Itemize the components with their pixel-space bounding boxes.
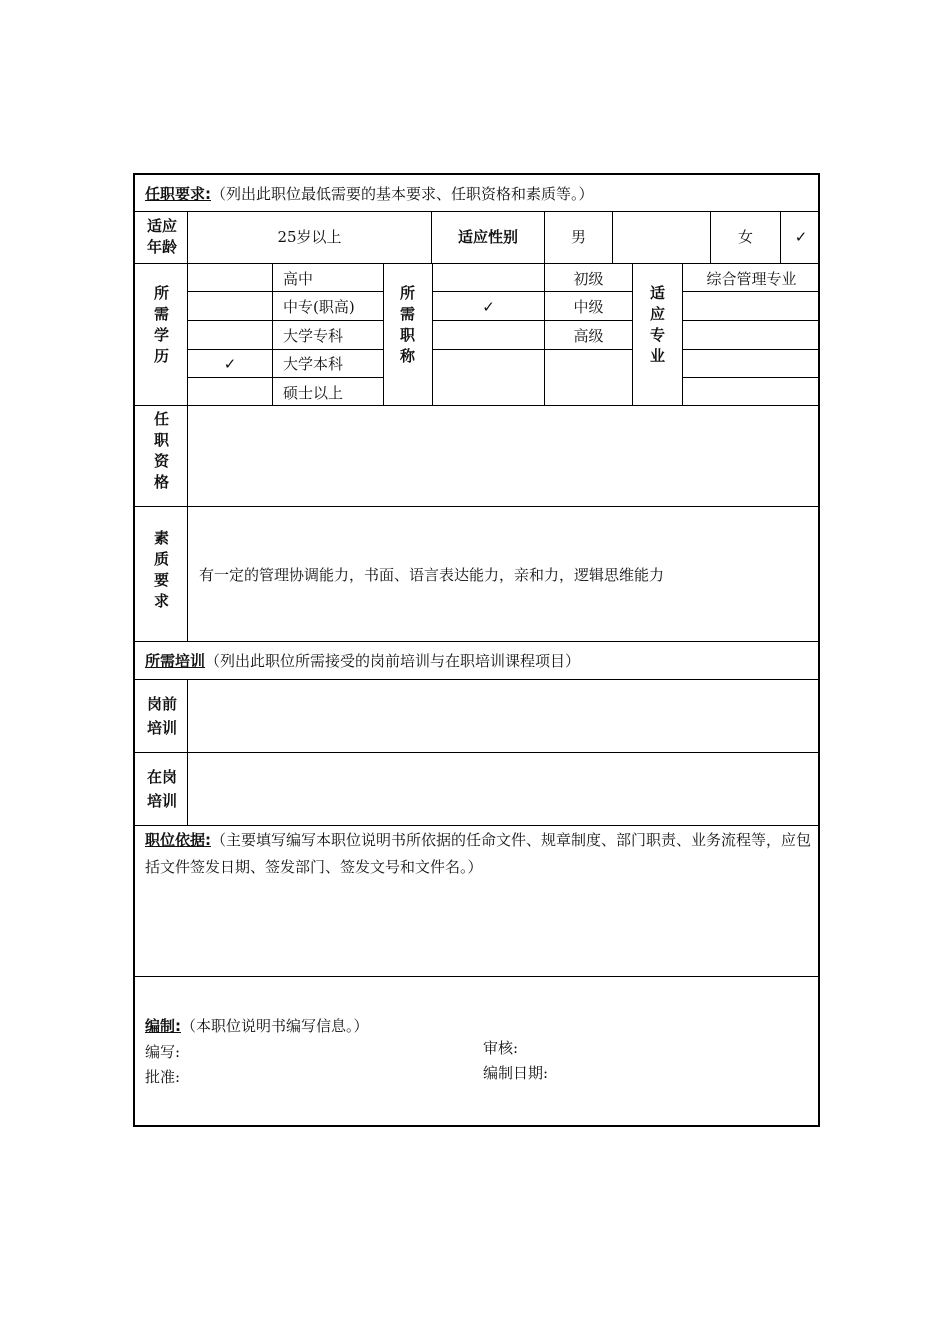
training-header [145, 652, 580, 670]
title-level-3: 高级 [573, 327, 604, 345]
gender-male: 男 [571, 228, 587, 246]
training-title: 所需培训 [145, 652, 206, 670]
title-level-2: 中级 [573, 298, 604, 316]
education-mark-4: ✓ [223, 355, 237, 373]
age-value: 25岁以上 [277, 228, 342, 246]
gender-label: 适应性别 [457, 228, 518, 246]
age-label: 适应年龄 [146, 217, 177, 256]
female-check-mark: ✓ [794, 228, 808, 246]
title-mark-2: ✓ [482, 298, 495, 316]
compile-date-field: 编制日期: [483, 1064, 549, 1082]
gender-female: 女 [737, 228, 753, 246]
approver-field: 批准: [145, 1068, 181, 1086]
compile-title: 编制: [145, 1017, 181, 1035]
compile-header [145, 1017, 369, 1035]
quality-label: 素质要求 [152, 530, 170, 614]
major-value-1: 综合管理专业 [706, 270, 797, 288]
requirements-note: （列出此职位最低需要的基本要求、任职资格和素质等。） [211, 185, 594, 203]
on-job-training-label: 在岗培训 [146, 768, 177, 810]
education-level-4: 大学本科 [283, 355, 344, 373]
quality-value: 有一定的管理协调能力，书面、语言表达能力，亲和力，逻辑思维能力 [199, 566, 665, 584]
education-level-3: 大学专科 [283, 327, 344, 345]
basis-note: （主要填写编写本职位说明书所依据的任命文件、规章制度、部门职责、业务流程等，应包括文件签发日期、签发部门、签发文号和文件名。） [145, 831, 812, 876]
writer-field: 编写: [145, 1043, 181, 1061]
pre-training-label: 岗前培训 [146, 695, 177, 737]
basis-section [145, 827, 813, 881]
basis-title: 职位依据: [145, 831, 211, 849]
education-label: 所需学历 [152, 285, 170, 369]
compile-note: （本职位说明书编写信息。） [181, 1017, 369, 1035]
major-label: 适应专业 [648, 285, 666, 369]
requirements-header [145, 185, 594, 203]
education-level-5: 硕士以上 [283, 384, 344, 402]
requirements-title: 任职要求: [145, 185, 211, 203]
education-level-1: 高中 [283, 270, 314, 288]
job-requirements-form [133, 173, 820, 1127]
title-label: 所需职称 [398, 285, 416, 369]
reviewer-field: 审核: [483, 1039, 519, 1057]
education-level-2: 中专(职高) [283, 298, 355, 316]
qualification-label: 任职资格 [152, 411, 170, 495]
title-level-1: 初级 [573, 270, 604, 288]
training-note: （列出此职位所需接受的岗前培训与在职培训课程项目） [205, 652, 581, 670]
